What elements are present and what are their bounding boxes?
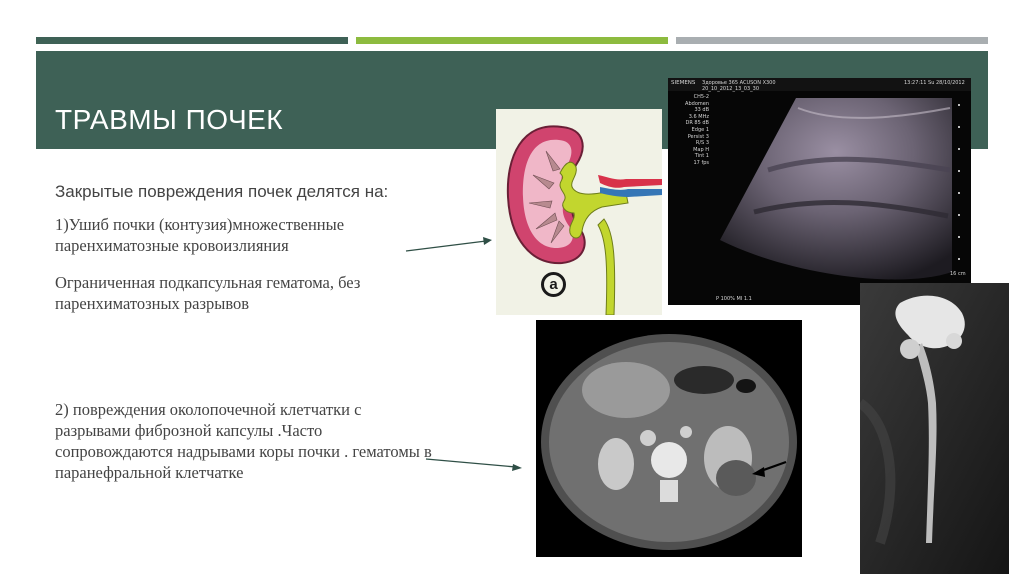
accent-bar-green — [356, 37, 668, 44]
ultrasound-depth: 16 cm — [950, 271, 966, 277]
urogram-image — [860, 283, 1009, 574]
ultrasound-param: 3.6 MHz — [688, 113, 709, 120]
ultrasound-brand: SIEMENS — [671, 80, 696, 86]
ultrasound-info-line1: Здоровье 365 ACUSON X300 — [702, 80, 776, 86]
intro-text: Закрытые повреждения почек делятся на: — [55, 182, 389, 201]
ultrasound-info-line2: 20_10_2012_13_03_30 — [702, 86, 760, 92]
subcapsular-hematoma-text: Ограниченная подкапсульная гематома, без паренхиматозных разрывов — [55, 273, 361, 313]
ultrasound-footer: P 100% MI 1.1 — [716, 296, 752, 302]
contusion-text: 1)Ушиб почки (контузия)множественные паренхиматозные кровоизлияния — [55, 215, 345, 255]
kidney-diagram — [496, 109, 662, 315]
ultrasound-datetime: 13:27:11 Su 28/10/2012 — [904, 80, 965, 86]
ultrasound-param: CH5-2 — [693, 94, 709, 100]
ultrasound-image — [668, 78, 971, 305]
ultrasound-param: Tint 1 — [694, 153, 709, 160]
ultrasound-param: Abdomen — [685, 100, 709, 107]
ultrasound-param: 33 dB — [694, 107, 709, 114]
ultrasound-param: Map H — [693, 146, 709, 153]
diagram-label-a: a — [541, 272, 566, 297]
ultrasound-param: 17 fps — [693, 159, 709, 166]
perirenal-injury-text: 2) повреждения околопочечной клетчатки с разрывами фиброзной капсулы .Часто сопровождаются надрывами коры почки . гематомы в паранефральной клетчатке — [55, 400, 432, 482]
ultrasound-param: DR 85 dB — [685, 120, 709, 127]
accent-bar-gray — [676, 37, 988, 44]
ultrasound-param: Edge 1 — [691, 126, 709, 133]
accent-bar-dark — [36, 37, 348, 44]
ultrasound-param: Persist 3 — [687, 133, 709, 140]
slide-title: ТРАВМЫ ПОЧЕК — [55, 104, 284, 135]
ct-scan-image — [536, 320, 802, 557]
ultrasound-param: R/S 3 — [695, 140, 709, 147]
arrow-to-ct — [424, 456, 526, 472]
arrow-to-diagram — [404, 234, 496, 254]
